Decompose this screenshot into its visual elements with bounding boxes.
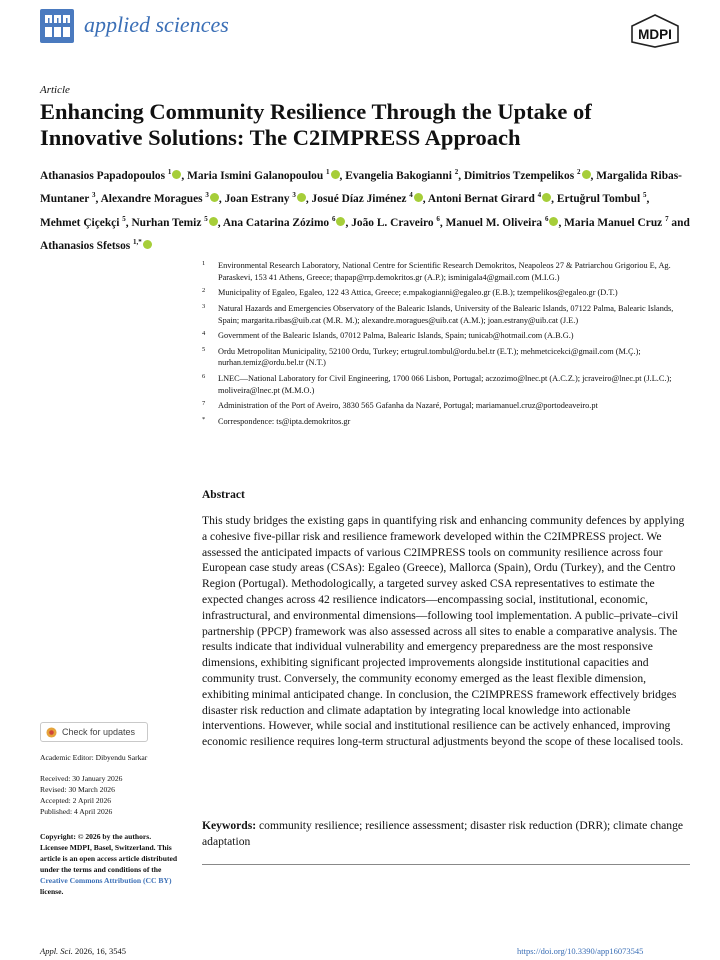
footer-citation	[40, 946, 126, 956]
author-affiliation-marker: 1	[326, 168, 330, 176]
affiliation-text: Natural Hazards and Emergencies Observatory of the Balearic Islands, University of the Balearic Islands, 07122 Palma, Balearic Islands, Spain; margarita.ribas@uib.cat (M.R. M.); alexandre.moragues@uib.cat (A.M.); joan.estrany@uib.cat (J.E.)	[218, 303, 674, 325]
abstract-text: This study bridges the existing gaps in quantifying risk and enhancing community defences by applying a cohesive five-pillar risk and resilience framework developed within the C2IMPRESS project. We assessed the anticipated impacts of various C2IMPRESS tools on community resilience across four European case study areas (CSAs): Egaleo (Greece), Mallorca (Spain), Ordu (Turkey), and the Centro Region (Portugal). Methodologically, a targeted survey asked CSA representatives to estimate the expected changes across 42 resilience indicators—encompassing social, institutional, economic, infrastructural, and environmental dimensions—following tool implementation. A public–private–civil partnership (PPCP) framework was also assessed across all sites to enable a comparative analysis. The results indicate that individual vulnerability and emergency preparedness are the most responsive dimensions, exhibiting significant projected improvements alongside institutional capacities and community trust. Conversely, the community economy emerged as the least flexible dimension, exhibiting minimal anticipated change. In conclusion, the C2IMPRESS framework effectively bridges disaster risk reduction and climate adaptation by integrating local knowledge into actionable interventions. However, while social and institutional resilience can be actively enhanced, improving economic resilience requires long-term structural adjustments beyond the scope of these localised tools.	[202, 514, 685, 749]
cc-license-link[interactable]: Creative Commons Attribution (CC BY)	[40, 876, 172, 885]
affiliation-text: Municipality of Egaleo, Egaleo, 122 43 Attica, Greece; e.mpakogianni@egaleo.gr (E.B.); tzempelikos@egaleo.gr (D.T.)	[218, 288, 618, 298]
orcid-icon[interactable]	[542, 193, 551, 202]
author-affiliation-marker: 2	[577, 168, 581, 176]
revised-date: Revised: 30 March 2026	[40, 785, 115, 794]
author-name[interactable]: Ertuğrul Tombul	[556, 193, 643, 206]
orcid-icon[interactable]	[209, 217, 218, 226]
doi-link[interactable]: https://doi.org/10.3390/app16073545	[517, 946, 644, 956]
section-divider	[202, 864, 690, 865]
author-affiliation-marker: 1	[167, 168, 172, 176]
article-title: Enhancing Community Resilience Through the Uptake of Innovative Solutions: The C2IMPRESS Approach	[40, 99, 592, 150]
author-name[interactable]: Athanasios Sfetsos	[40, 239, 134, 252]
orcid-icon[interactable]	[549, 217, 558, 226]
author-name[interactable]: Joan Estrany	[224, 193, 293, 206]
author-affiliation-marker: 6	[331, 214, 336, 223]
affiliation-item	[202, 416, 692, 428]
affiliation-number: *	[202, 415, 206, 423]
author-name[interactable]: Josué Díaz Jiménez	[311, 193, 410, 206]
received-date: Received: 30 January 2026	[40, 774, 123, 783]
author-affiliation-marker: 7	[665, 214, 669, 223]
author-affiliation-marker: 1,*	[133, 238, 142, 247]
author-affiliation-marker: 5	[204, 214, 208, 223]
academic-editor: Academic Editor: Dibyendu Sarkar	[40, 753, 148, 762]
author-name[interactable]: Nurhan Temiz	[131, 216, 205, 229]
affiliation-list	[202, 260, 692, 432]
keywords	[202, 818, 692, 850]
author-name[interactable]: Margalida Ribas-Muntaner	[40, 169, 682, 206]
affiliation-text: LNEC—National Laboratory for Civil Engineering, 1700 066 Lisbon, Portugal; aczozimo@lnec.pt (A.C.Z.); jcraveiro@lnec.pt (J.L.C.); moliveira@lnec.pt (M.M.O.)	[218, 374, 672, 395]
journal-abbrev: Appl. Sci.	[40, 946, 73, 956]
affiliation-number: 3	[202, 302, 206, 310]
check-updates-icon	[46, 727, 57, 738]
author-name[interactable]: Maria Manuel Cruz	[564, 216, 666, 229]
affiliation-text: Administration of the Port of Aveiro, 3830 565 Gafanha da Nazaré, Portugal; mariamanuel.cruz@portodeaveiro.pt	[218, 401, 598, 411]
accepted-date: Accepted: 2 April 2026	[40, 796, 112, 805]
affiliation-text: Government of the Balearic Islands, 07012 Palma, Balearic Islands, Spain; tunicab@hotmail.com (A.B.G.)	[218, 331, 574, 341]
author-affiliation-marker: 6	[544, 214, 549, 223]
orcid-icon[interactable]	[414, 193, 423, 202]
affiliation-item	[202, 260, 692, 283]
author-name[interactable]: Maria Ismini Galanopoulou	[187, 169, 327, 182]
author-affiliation-marker: 4	[537, 191, 542, 200]
author-name[interactable]: Manuel M. Oliveira	[445, 216, 545, 229]
orcid-icon[interactable]	[582, 170, 591, 179]
affiliation-number: 4	[202, 330, 206, 338]
author-list: Athanasios Papadopoulos $^1$ , Maria Ismini Galanopoulou $^1$ , Evangelia Bakogianni $^2$, Dimitrios Tzempelikos $^2$ , Margalida Ribas-Muntaner $^3$, Alexandre Moragues $^3$ , Joan Estrany $^3$ , Josué Díaz Jiménez $^4$ , Antoni Bernat Girard $^4$ , Ertuğrul Tombul $^5$, Mehmet Çiçekçi $^5$, Nurhan Temiz $^5$ , Ana Catarina Zózimo $^6$ , João L. Craveiro $^6$, Manuel M. Oliveira $^6$ , Maria Manuel Cruz $^7$ and Athanasios Sfetsos $^{1,*}$	[40, 168, 690, 252]
author-affiliation-marker: 6	[436, 214, 440, 223]
affiliation-item	[202, 330, 692, 342]
copyright-notice	[40, 831, 180, 897]
affiliation-number: 1	[202, 260, 206, 267]
author-name[interactable]: Evangelia Bakogianni	[345, 169, 455, 182]
author-name[interactable]: Alexandre Moragues	[100, 193, 206, 206]
affiliation-number: 7	[202, 400, 206, 408]
svg-text:MDPI: MDPI	[638, 27, 672, 42]
affiliation-text: Ordu Metropolitan Municipality, 52100 Ordu, Turkey; ertugrul.tombul@ordu.bel.tr (E.T.); mehmetcicekci@gmail.com (M.Ç.); nurhan.temiz@ordu.bel.tr (N.T.)	[218, 346, 641, 368]
affiliation-item	[202, 303, 692, 326]
affiliation-item	[202, 373, 692, 396]
affiliation-item	[202, 346, 692, 369]
author-name[interactable]: Mehmet Çiçekçi	[40, 216, 123, 229]
journal-name: applied sciences	[84, 12, 229, 37]
author-affiliation-marker: 3	[205, 191, 209, 200]
abstract-heading: Abstract	[202, 489, 245, 501]
journal-logo	[40, 9, 74, 43]
orcid-icon[interactable]	[143, 240, 152, 249]
author-affiliation-marker: 5	[122, 214, 126, 223]
copyright-text: Copyright: © 2026 by the authors. Licensee MDPI, Basel, Switzerland. This article is an open access article distributed under the terms and conditions of the	[40, 832, 178, 874]
author-affiliation-marker: 3	[92, 191, 96, 200]
author-affiliation-marker: 2	[454, 168, 459, 176]
author-name[interactable]: Ana Catarina Zózimo	[222, 216, 332, 229]
orcid-icon[interactable]	[297, 193, 306, 202]
check-for-updates-label: Check for updates	[62, 727, 136, 737]
mdpi-logo	[626, 14, 684, 48]
citation-details: 2026, 16, 3545	[72, 946, 126, 956]
publication-dates	[40, 773, 180, 817]
keywords-label: Keywords:	[202, 819, 257, 832]
author-affiliation-marker: 4	[409, 191, 413, 200]
orcid-icon[interactable]	[331, 170, 340, 179]
affiliation-number: 5	[202, 345, 206, 353]
author-name[interactable]: João L. Craveiro	[351, 216, 437, 229]
author-affiliation-marker: 5	[642, 191, 647, 200]
check-for-updates-button[interactable]	[40, 722, 148, 742]
article-type: Article	[40, 84, 70, 96]
affiliation-number: 6	[202, 373, 206, 381]
orcid-icon[interactable]	[336, 217, 345, 226]
author-affiliation-marker: 3	[292, 191, 296, 200]
published-date: Published: 4 April 2026	[40, 807, 113, 816]
affiliation-item	[202, 400, 692, 412]
affiliation-number: 2	[202, 287, 206, 295]
copyright-end: license.	[40, 887, 64, 896]
author-name[interactable]: Dimitrios Tzempelikos	[463, 169, 577, 182]
affiliation-item	[202, 287, 692, 299]
orcid-icon[interactable]	[210, 193, 219, 202]
affiliation-text: Correspondence: ts@ipta.demokritos.gr	[218, 416, 351, 426]
author-name[interactable]: Athanasios Papadopoulos	[40, 169, 168, 182]
author-name[interactable]: Antoni Bernat Girard	[427, 193, 538, 206]
keywords-text: community resilience; resilience assessment; disaster risk reduction (DRR); climate change adaptation	[202, 819, 684, 848]
affiliation-text: Environmental Research Laboratory, National Centre for Scientific Research Demokritos, Neapoleos 27 & Patriarchou Grigoriou E, Ag. Paraskevi, 153 41 Athens, Greece; thapap@rrp.demokritos.gr (A.P.); isminigala4@gmail.com (M.I.G.)	[218, 261, 671, 282]
orcid-icon[interactable]	[172, 170, 181, 179]
